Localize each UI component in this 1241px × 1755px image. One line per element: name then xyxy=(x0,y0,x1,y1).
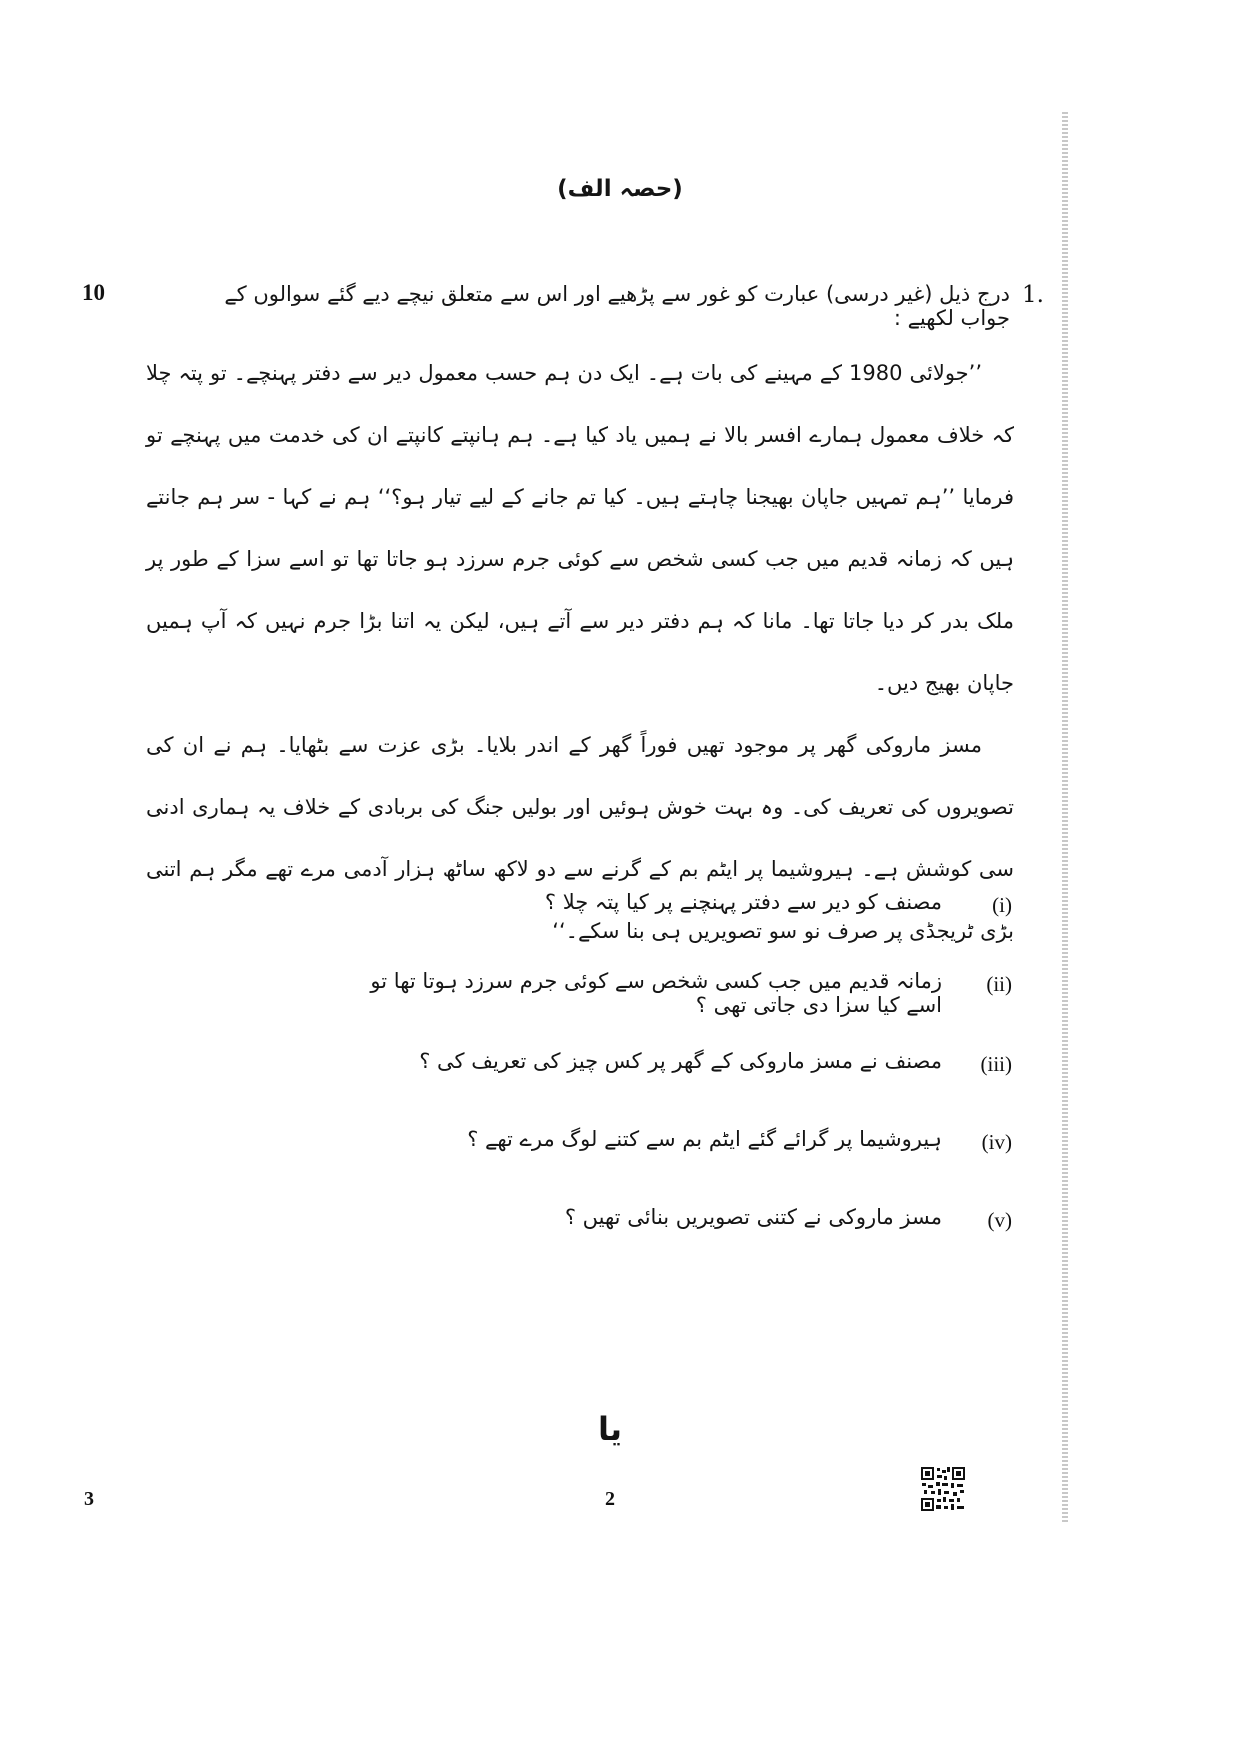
subquestion-number: (v) xyxy=(987,1208,1012,1232)
passage-paragraph-2: مسز ماروکی گھر پر موجود تھیں فوراً گھر کے اندر بلایا۔ بڑی عزت سے بٹھایا۔ ہم نے ان کی تصویروں کی تعریف کی۔ وہ بہت خوش ہوئیں اور بولیں جنگ کی بربادی کے خلاف یہ ہماری ادنی سی کوشش ہے۔ ہیروشیما پر ایٹم بم کے گرنے سے دو لاکھ ساٹھ ہزار آدمی مرے تھے مگر ہم اتنی بڑی ٹریجڈی پر صرف نو سو تصویریں ہی بنا سکے۔‘‘ xyxy=(146,733,1014,943)
subquestion-number: (ii) xyxy=(986,972,1012,996)
subquestion-text: مصنف کو دیر سے دفتر پہنچنے پر کیا پتہ چلا ؟ xyxy=(544,890,942,914)
security-strip xyxy=(1062,112,1068,1522)
passage xyxy=(146,342,1014,962)
subquestion-text: مسز ماروکی نے کتنی تصویریں بنائی تھیں ؟ xyxy=(564,1205,942,1229)
subquestion-text: زمانہ قدیم میں جب کسی شخص سے کوئی جرم سرزد ہوتا تھا تو اسے کیا سزا دی جاتی تھی ؟ xyxy=(370,969,942,1017)
page-number: 2 xyxy=(605,1488,615,1510)
subquestion-number: (iv) xyxy=(981,1130,1012,1154)
subquestion-text: ہیروشیما پر گرائے گئے ایٹم بم سے کتنے لوگ مرے تھے ؟ xyxy=(467,1127,942,1151)
subquestion-number: (i) xyxy=(992,893,1012,917)
or-divider: یا xyxy=(597,1410,623,1448)
qr-code-icon xyxy=(920,1466,966,1512)
subquestion-number: (iii) xyxy=(980,1052,1012,1076)
subquestion-text: مصنف نے مسز ماروکی کے گھر پر کس چیز کی تعریف کی ؟ xyxy=(419,1049,942,1073)
paper-code-number: 3 xyxy=(84,1488,94,1510)
question-instruction: درج ذیل (غیر درسی) عبارت کو غور سے پڑھیے اور اس سے متعلق نیچے دیے گئے سوالوں کے جواب لکھیے : xyxy=(224,282,1010,330)
question-number: 1. xyxy=(1022,282,1044,308)
question-marks: 10 xyxy=(82,280,105,305)
section-heading: (حصہ الف) xyxy=(557,176,683,202)
passage-paragraph-1: ’’جولائی 1980 کے مہینے کی بات ہے۔ ایک دن ہم حسب معمول دیر سے دفتر پہنچے۔ تو پتہ چلا کہ خلاف معمول ہمارے افسر بالا نے ہمیں یاد کیا ہے۔ ہم ہانپتے کانپتے ان کی خدمت میں پہنچے تو فرمایا ’’ہم تمہیں جاپان بھیجنا چاہتے ہیں۔ کیا تم جانے کے لیے تیار ہو؟‘‘ ہم نے کہا - سر ہم جانتے ہیں کہ زمانہ قدیم میں جب کسی شخص سے کوئی جرم سرزد ہو جاتا تھا تو اسے سزا کے طور پر ملک بدر کر دیا جاتا تھا۔ مانا کہ ہم دفتر دیر سے آتے ہیں، لیکن یہ اتنا بڑا جرم نہیں کہ آپ ہمیں جاپان بھیج دیں۔ xyxy=(146,361,1014,695)
